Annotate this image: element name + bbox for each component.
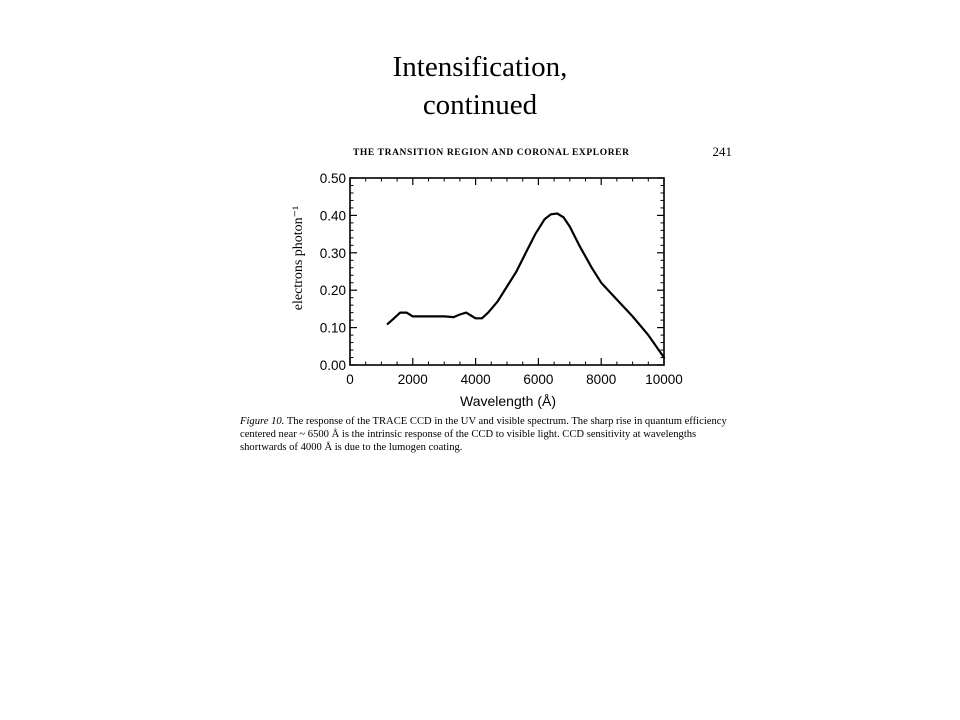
slide-title-line2: continued [422,89,538,121]
response-chart [238,138,738,413]
y-axis-label: electrons photon⁻¹ [291,205,306,311]
running-head: THE TRANSITION REGION AND CORONAL EXPLORER [353,148,630,158]
caption-text: The response of the TRACE CCD in the UV and visible spectrum. The sharp rise in quantum efficiency centered near ~ 6500 Å is the intrinsic response of the CCD to visible light. CCD sensitivity at wavelengths shortwards of 4000 Å is due to the lumogen coating. [240,416,727,453]
chart-tick-labels [320,171,683,387]
x-tick-label: 8000 [586,372,617,387]
x-axis-label: Wavelength (Å) [460,393,556,409]
y-tick-label: 0.00 [319,358,346,373]
chart-axes [350,178,664,365]
y-tick-label: 0.30 [319,245,346,261]
slide-title-line1: Intensification, [392,51,568,83]
page-number: 241 [712,144,732,159]
x-tick-label: 0 [346,372,354,387]
x-tick-label: 6000 [523,372,554,387]
y-tick-label: 0.50 [319,171,346,186]
y-tick-label: 0.10 [319,320,346,336]
chart-series [388,214,664,358]
y-tick-label: 0.20 [319,283,346,299]
y-tick-label: 0.40 [319,208,346,224]
figure-caption [240,415,738,454]
chart-ticks [350,178,664,365]
x-tick-label: 4000 [460,372,491,387]
scanned-figure [238,138,738,468]
x-tick-label: 2000 [397,372,428,387]
plot-frame [350,178,664,365]
caption-label: Figure 10. [240,416,285,427]
x-tick-label: 10000 [645,372,683,387]
series-line-ccd-response [388,214,664,358]
slide-title [0,48,960,124]
